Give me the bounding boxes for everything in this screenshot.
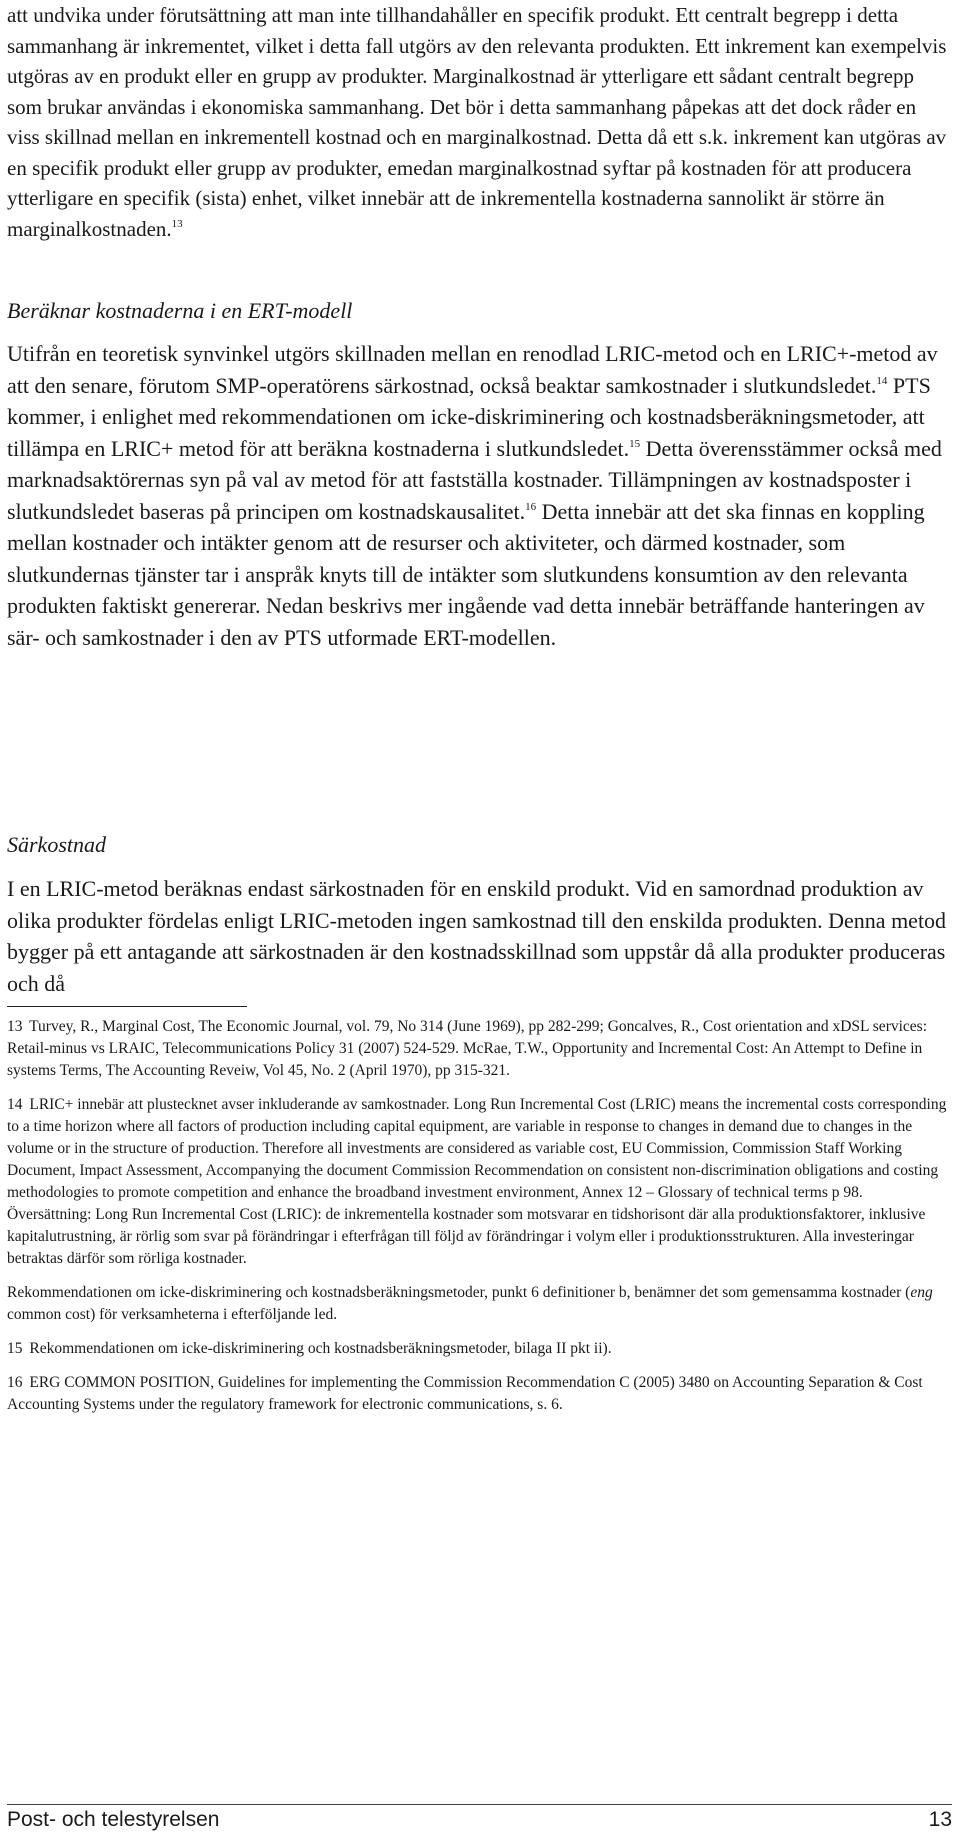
footer-separator <box>7 1804 952 1805</box>
paragraph-intro-text: att undvika under förutsättning att man inte tillhandahåller en specifik produkt. Ett centralt begrepp i detta sammanhang är inkrementet, vilket i detta fall utgörs av den relevanta produkten. Ett inkrement kan exempelvis utgöras av en produkt eller en grupp av produkter. Marginalkostnad är ytterligare ett sådant centralt begrepp som brukar användas i ekonomiska sammanhang. Det bör i detta sammanhang påpekas att det dock råder en viss skillnad mellan en inkrementell kostnad och en marginalkostnad. Detta då ett s.k. inkrement kan utgöras av en specifik produkt eller grupp av produkter, emedan marginalkostnad syftar på kostnaden för att producera ytterligare en specifik (sista) enhet, vilket innebär att de inkrementella kostnaderna sannolikt är större än marginalkostnaden. <box>7 3 947 241</box>
footnote-ref-13[interactable]: 13 <box>171 217 183 230</box>
paragraph-sarkostnad: I en LRIC-metod beräknas endast särkostnaden för en enskild produkt. Vid en samordnad produktion av olika produkter fördelas enligt LRIC-metoden ingen samkostnad till den enskilda produkten. Denna metod bygger på ett antagande att särkostnaden är den kostnadsskillnad som uppstår då alla produkter produceras och då <box>7 876 947 996</box>
footnote-ref-14[interactable]: 14 <box>876 374 888 387</box>
footnote-14: 14 LRIC+ innebär att plustecknet avser inkluderande av samkostnader. Long Run Incremental Cost (LRIC) means the incremental costs corresponding to a time horizon where all factors of production including capital equipment, are variable in response to changes in demand due to changes in the volume or in the structure of production. Therefore all investments are considered as variable cost, EU Commission, Commission Staff Working Document, Impact Assessment, Accompanying the document Commission Recommendation on consistent non-discrimination obligations and costing methodologies to promote competition and enhance the broadband investment environment, Annex 12 – Glossary of technical terms p 98. Översättning: Long Run Incremental Cost (LRIC): de inkrementella kostnader som motsvarar en tidshorisont där alla produktionsfaktorer, inklusive kapitalutrustning, är rörlig som svar på förändringar i efterfrågan till följd av förändringar i volym eller i produktionsstrukturen. Alla investeringar betraktas därför som rörliga kostnader. <box>7 1096 947 1267</box>
footnote-ref-16[interactable]: 16 <box>525 500 537 513</box>
footer-organization: Post- och telestyrelsen <box>7 1808 220 1831</box>
page-number: 13 <box>928 1808 952 1831</box>
footnote-separator <box>7 1006 247 1007</box>
footnote-13: 13 Turvey, R., Marginal Cost, The Economic Journal, vol. 79, No 314 (June 1969), pp 282-299; Goncalves, R., Cost orientation and xDSL services: Retail-minus vs LRAIC, Telecommunications Policy 31 (2007) 524-529. McRae, T.W., Opportunity and Incremental Cost: An Attempt to Define in systems Terms, The Accounting Reveiw, Vol 45, No. 2 (April 1970), pp 315-321. <box>7 1018 928 1079</box>
footnote-16: 16 ERG COMMON POSITION, Guidelines for implementing the Commission Recommendation C (2005) 3480 on Accounting Separation & Cost Accounting Systems under the regulatory framework for electronic communications, s. 6. <box>7 1374 923 1413</box>
section-heading-sarkostnad: Särkostnad <box>7 832 106 857</box>
footnotes <box>7 1016 947 1428</box>
paragraph-intro <box>7 0 952 244</box>
footnote-ref-15[interactable]: 15 <box>629 437 641 450</box>
footnote-15: 15 Rekommendationen om icke-diskriminering och kostnadsberäkningsmetoder, bilaga II pkt ii). <box>7 1340 612 1357</box>
footnote-14-continued: Rekommendationen om icke-diskriminering och kostnadsberäkningsmetoder, punkt 6 definitioner b, benämner det som gemensamma kostnader (eng common cost) för verksamheterna i efterföljande led. <box>7 1284 933 1323</box>
paragraph-ert: Utifrån en teoretisk synvinkel utgörs skillnaden mellan en renodlad LRIC-metod och en LRIC+-metod av att den senare, förutom SMP-operatörens särkostnad, också beaktar samkostnader i slutkundsledet.$^{14}$ PTS kommer, i enlighet med rekommendationen om icke-diskriminering och kostnadsberäkningsmetoder, att tillämpa en LRIC+ metod för att beräkna kostnaderna i slutkundsledet.$^{15}$ Detta överensstämmer också med marknadsaktörernas syn på val av metod för att fastställa kostnader. Tillämpningen av kostnadsposter i slutkundsledet baseras på principen om kostnadskausalitet.$^{16}$ Detta innebär att det ska finnas en koppling mellan kostnader och intäkter genom att de resurser och aktiviteter, och därmed kostnader, som slutkundernas tjänster tar i anspråk knyts till de intäkter som slutkundens konsumtion av den relevanta produkten faktiskt genererar. Nedan beskrivs mer ingående vad detta innebär beträffande hanteringen av sär- och samkostnader i den av PTS utformade ERT-modellen. <box>7 341 942 650</box>
section-heading-ert: Beräknar kostnaderna i en ERT-modell <box>7 298 353 323</box>
